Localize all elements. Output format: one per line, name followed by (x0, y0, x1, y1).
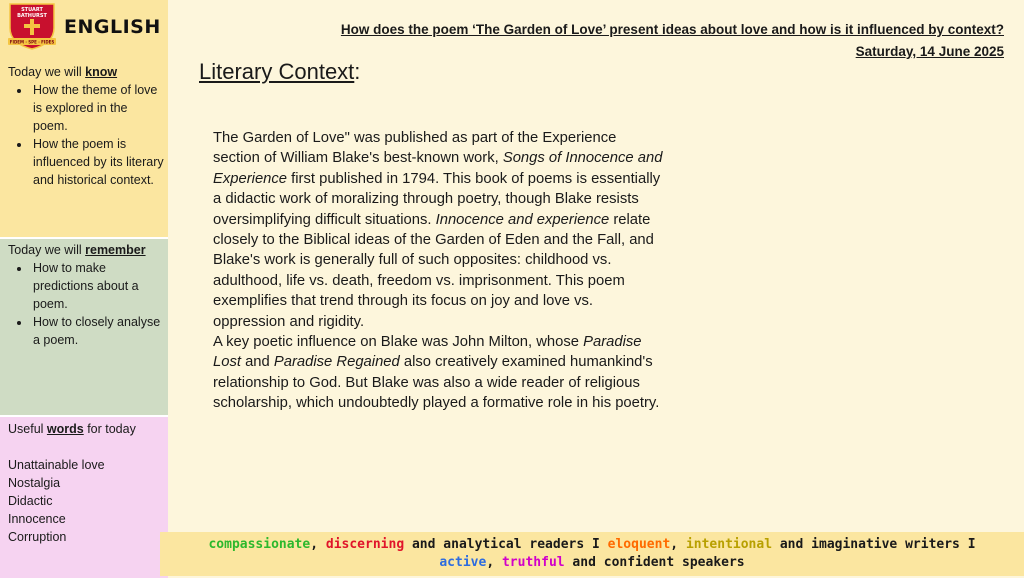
words-heading: Useful words for today (8, 422, 136, 436)
words-panel (8, 421, 164, 546)
list-item: Corruption (8, 530, 67, 544)
context-body (213, 128, 663, 414)
list-item: • How to closely analyse a poem. (31, 313, 164, 349)
list-item: • How to make predictions about a poem. (31, 259, 164, 313)
list-item: Didactic (8, 494, 53, 508)
page-title: Literary Context: (199, 59, 361, 84)
lesson-question: How does the poem ‘The Garden of Love’ present ideas about love and how is it influenced by context? (340, 22, 1004, 37)
school-crest-logo (4, 2, 60, 50)
sidebar (0, 0, 168, 576)
list-item: Unattainable love (8, 458, 105, 472)
lesson-date: Saturday, 14 June 2025 (855, 44, 1004, 59)
school-values-footer (160, 532, 1024, 576)
svg-text:BATHURST: BATHURST (17, 13, 47, 19)
paragraph-one: The Garden of Love" was published as part of the Experience section of William Blake's best-known work, Songs of Innocence and Experience first published in 1794. This book of poems is essentially a didactic work of moralizing through poetry, though Blake resists oversimplifying difficult situations. Innocence and experience relate closely to the Biblical ideas of the Garden of Eden and the Fall, and Blake's work is generally full of such opposites: childhood vs. adulthood, life vs. death, freedom vs. imprisonment. This poem exemplifies that trend through its focus on joy and love vs. oppression and rigidity. (213, 130, 663, 330)
know-heading: Today we will know (8, 65, 118, 79)
list-item: Nostalgia (8, 476, 61, 490)
list-item: • How the theme of love is explored in the poem. (31, 81, 164, 135)
words-list (8, 456, 164, 546)
remember-list (8, 259, 164, 349)
paragraph-two: A key poetic influence on Blake was John Milton, whose Paradise Lost and Paradise Regained also creatively examined humankind's relationship to God. But Blake was also a wide reader of religious scholarship, which undoubtedly played a formative role in his poetry. (213, 334, 660, 412)
subject-title: ENGLISH (64, 16, 161, 38)
remember-heading: Today we will remember (8, 243, 146, 257)
list-item: • How the poem is influenced by its literary and historical context. (31, 135, 164, 189)
list-item: Innocence (8, 512, 66, 526)
svg-text:FIDEM · SPE · FIDES: FIDEM · SPE · FIDES (9, 39, 55, 45)
remember-panel (8, 242, 164, 349)
know-panel (8, 64, 164, 189)
know-list (8, 81, 164, 189)
svg-text:STUART: STUART (21, 7, 43, 13)
values-line-two: active, truthful and confident speakers (439, 555, 745, 570)
values-line-one: compassionate, discerning and analytical readers I eloquent, intentional and imaginative writers I (208, 537, 976, 552)
